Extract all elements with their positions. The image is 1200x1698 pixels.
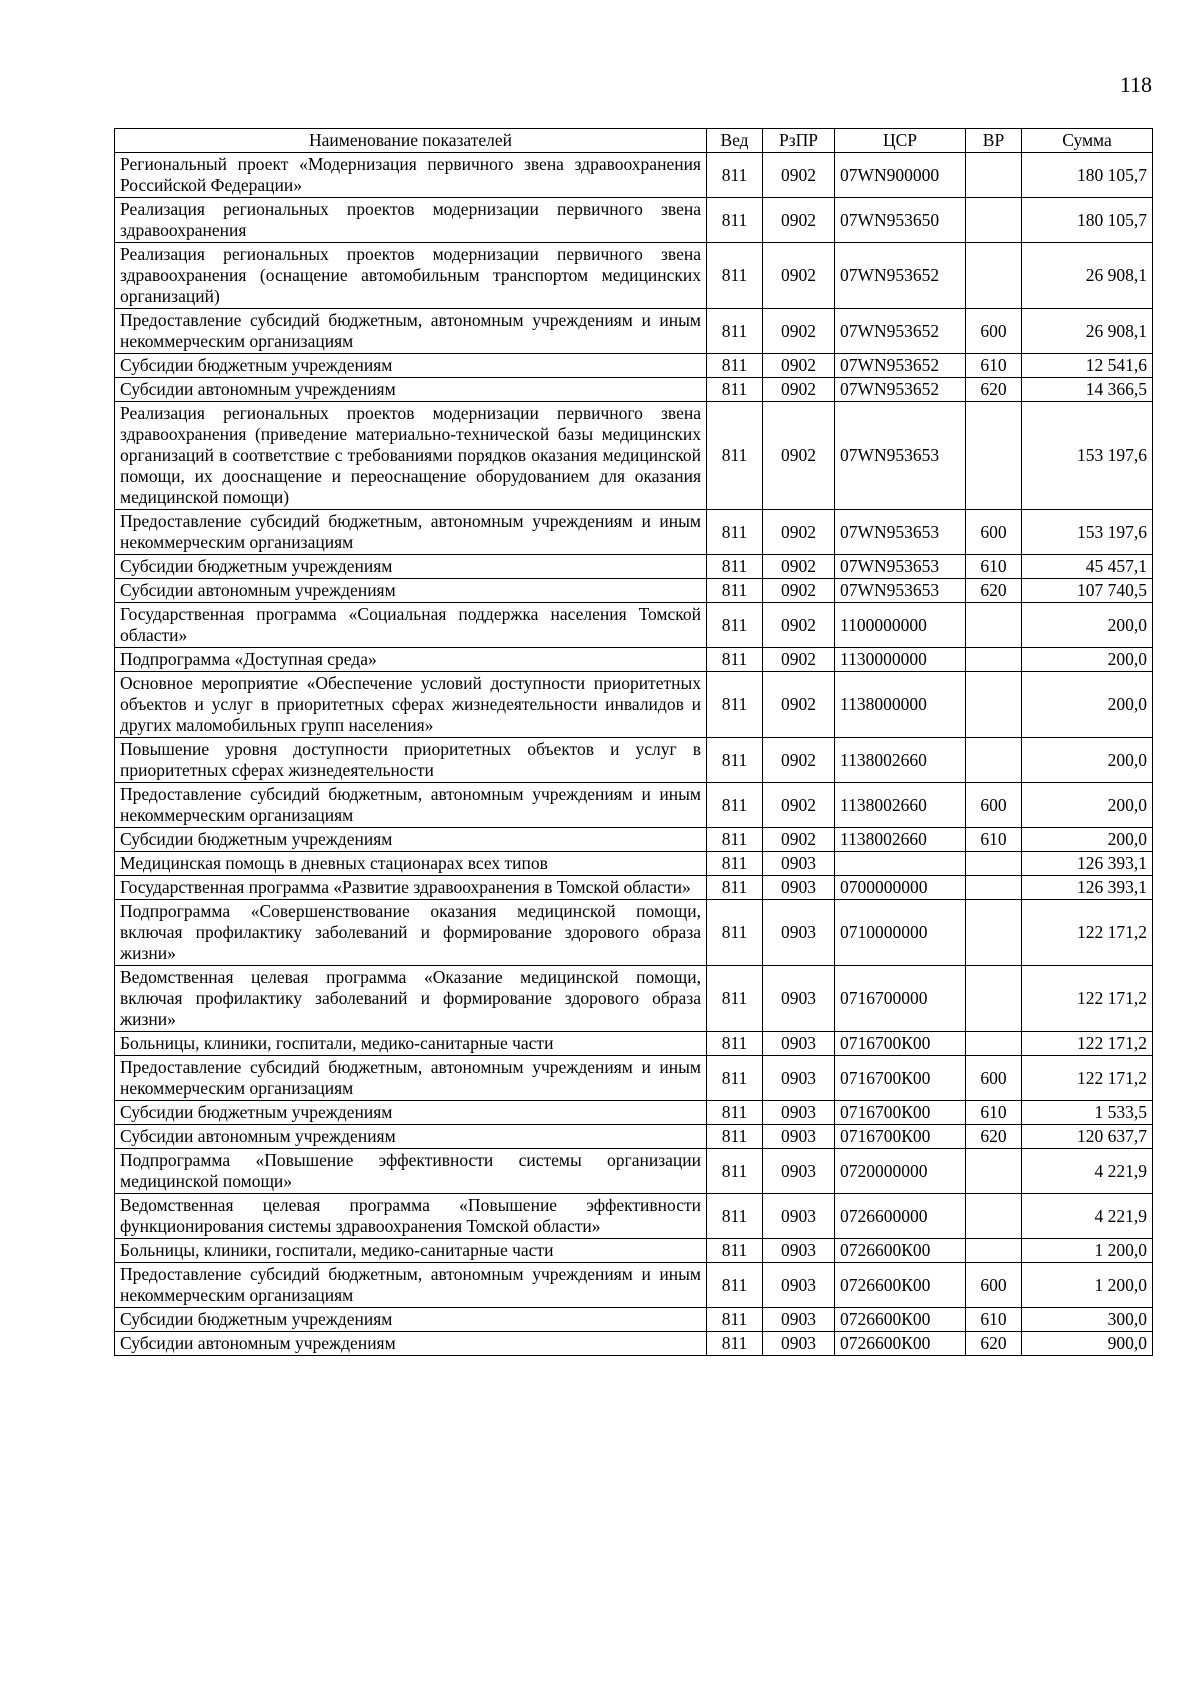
cell-ved: 811 — [707, 603, 763, 648]
cell-name: Предоставление субсидий бюджетным, автономным учреждениям и иным некоммерческим организациям — [115, 510, 707, 555]
cell-name: Региональный проект «Модернизация первичного звена здравоохранения Российской Федерации» — [115, 153, 707, 198]
table-row — [115, 1194, 1153, 1239]
table-row — [115, 1332, 1153, 1356]
cell-name: Подпрограмма «Повышение эффективности системы организации медицинской помощи» — [115, 1149, 707, 1194]
header-row — [115, 129, 1153, 153]
cell-csr: 0726600К00 — [835, 1308, 966, 1332]
table-row — [115, 378, 1153, 402]
cell-ved: 811 — [707, 510, 763, 555]
cell-sum: 12 541,6 — [1022, 354, 1153, 378]
cell-sum: 180 105,7 — [1022, 198, 1153, 243]
cell-name: Субсидии автономным учреждениям — [115, 1332, 707, 1356]
header-ved: Вед — [707, 129, 763, 153]
cell-vr: 620 — [966, 579, 1022, 603]
cell-sum: 200,0 — [1022, 672, 1153, 738]
cell-vr: 600 — [966, 309, 1022, 354]
table-row — [115, 783, 1153, 828]
cell-vr: 600 — [966, 783, 1022, 828]
cell-sum: 180 105,7 — [1022, 153, 1153, 198]
cell-sum: 153 197,6 — [1022, 402, 1153, 510]
cell-rzpr: 0902 — [763, 243, 835, 309]
cell-csr: 07WN900000 — [835, 153, 966, 198]
cell-rzpr: 0902 — [763, 378, 835, 402]
cell-csr: 07WN953653 — [835, 579, 966, 603]
cell-sum: 200,0 — [1022, 828, 1153, 852]
cell-rzpr: 0903 — [763, 1263, 835, 1308]
cell-rzpr: 0903 — [763, 1194, 835, 1239]
cell-sum: 26 908,1 — [1022, 309, 1153, 354]
cell-sum: 126 393,1 — [1022, 876, 1153, 900]
cell-vr — [966, 852, 1022, 876]
cell-sum: 200,0 — [1022, 603, 1153, 648]
cell-ved: 811 — [707, 198, 763, 243]
cell-ved: 811 — [707, 1194, 763, 1239]
cell-ved: 811 — [707, 1125, 763, 1149]
cell-vr: 620 — [966, 1125, 1022, 1149]
header-vr: ВР — [966, 129, 1022, 153]
cell-sum: 122 171,2 — [1022, 1056, 1153, 1101]
cell-csr: 0726600000 — [835, 1194, 966, 1239]
table-row — [115, 309, 1153, 354]
cell-csr: 1138000000 — [835, 672, 966, 738]
cell-name: Субсидии бюджетным учреждениям — [115, 555, 707, 579]
cell-ved: 811 — [707, 648, 763, 672]
cell-sum: 1 200,0 — [1022, 1263, 1153, 1308]
cell-rzpr: 0902 — [763, 648, 835, 672]
cell-csr: 1138002660 — [835, 783, 966, 828]
cell-rzpr: 0902 — [763, 153, 835, 198]
cell-csr: 1138002660 — [835, 828, 966, 852]
cell-ved: 811 — [707, 852, 763, 876]
table-row — [115, 153, 1153, 198]
cell-name: Ведомственная целевая программа «Оказание медицинской помощи, включая профилактику заболеваний и формирование здорового образа жизни» — [115, 966, 707, 1032]
cell-csr: 07WN953652 — [835, 309, 966, 354]
cell-sum: 200,0 — [1022, 648, 1153, 672]
cell-csr: 0726600К00 — [835, 1332, 966, 1356]
cell-rzpr: 0903 — [763, 1149, 835, 1194]
cell-sum: 126 393,1 — [1022, 852, 1153, 876]
cell-vr: 600 — [966, 1056, 1022, 1101]
cell-csr: 0716700К00 — [835, 1056, 966, 1101]
cell-sum: 120 637,7 — [1022, 1125, 1153, 1149]
cell-name: Реализация региональных проектов модернизации первичного звена здравоохранения (приведение материально-технической базы медицинских организаций в соответствие с требованиями порядков оказания медицинской помощи, их дооснащение и переоснащение оборудованием для оказания медицинской помощи) — [115, 402, 707, 510]
cell-ved: 811 — [707, 243, 763, 309]
cell-csr: 1130000000 — [835, 648, 966, 672]
header-sum: Сумма — [1022, 129, 1153, 153]
cell-vr: 610 — [966, 1101, 1022, 1125]
cell-name: Субсидии автономным учреждениям — [115, 579, 707, 603]
table-row — [115, 900, 1153, 966]
table-row — [115, 1125, 1153, 1149]
cell-vr — [966, 672, 1022, 738]
cell-vr: 610 — [966, 354, 1022, 378]
cell-vr — [966, 1239, 1022, 1263]
cell-vr — [966, 876, 1022, 900]
cell-ved: 811 — [707, 876, 763, 900]
cell-name: Субсидии бюджетным учреждениям — [115, 1308, 707, 1332]
cell-ved: 811 — [707, 402, 763, 510]
cell-ved: 811 — [707, 1308, 763, 1332]
table-row — [115, 402, 1153, 510]
cell-name: Предоставление субсидий бюджетным, автономным учреждениям и иным некоммерческим организациям — [115, 1263, 707, 1308]
page-number: 118 — [1119, 72, 1152, 97]
cell-csr: 0710000000 — [835, 900, 966, 966]
table-row — [115, 876, 1153, 900]
cell-csr: 07WN953650 — [835, 198, 966, 243]
cell-sum: 900,0 — [1022, 1332, 1153, 1356]
cell-vr — [966, 402, 1022, 510]
cell-csr: 0716700К00 — [835, 1032, 966, 1056]
cell-vr: 610 — [966, 828, 1022, 852]
cell-csr: 07WN953652 — [835, 354, 966, 378]
cell-csr: 07WN953653 — [835, 555, 966, 579]
cell-ved: 811 — [707, 1056, 763, 1101]
cell-rzpr: 0902 — [763, 198, 835, 243]
cell-csr: 07WN953652 — [835, 378, 966, 402]
table-body — [115, 153, 1153, 1356]
cell-vr — [966, 1032, 1022, 1056]
header-name: Наименование показателей — [115, 129, 707, 153]
cell-vr: 610 — [966, 555, 1022, 579]
cell-name: Больницы, клиники, госпитали, медико-санитарные части — [115, 1239, 707, 1263]
cell-name: Медицинская помощь в дневных стационарах всех типов — [115, 852, 707, 876]
cell-rzpr: 0902 — [763, 672, 835, 738]
cell-name: Основное мероприятие «Обеспечение условий доступности приоритетных объектов и услуг в приоритетных сферах жизнедеятельности инвалидов и других маломобильных групп населения» — [115, 672, 707, 738]
cell-ved: 811 — [707, 900, 763, 966]
cell-rzpr: 0902 — [763, 510, 835, 555]
cell-rzpr: 0902 — [763, 579, 835, 603]
cell-sum: 14 366,5 — [1022, 378, 1153, 402]
table-row — [115, 1263, 1153, 1308]
cell-ved: 811 — [707, 783, 763, 828]
cell-name: Субсидии бюджетным учреждениям — [115, 1101, 707, 1125]
cell-vr: 620 — [966, 1332, 1022, 1356]
cell-csr: 0726600К00 — [835, 1239, 966, 1263]
cell-csr: 0716700000 — [835, 966, 966, 1032]
table-row — [115, 354, 1153, 378]
cell-sum: 107 740,5 — [1022, 579, 1153, 603]
cell-name: Субсидии бюджетным учреждениям — [115, 354, 707, 378]
cell-name: Государственная программа «Социальная поддержка населения Томской области» — [115, 603, 707, 648]
cell-rzpr: 0902 — [763, 555, 835, 579]
cell-rzpr: 0903 — [763, 1308, 835, 1332]
cell-rzpr: 0903 — [763, 1101, 835, 1125]
cell-sum: 122 171,2 — [1022, 900, 1153, 966]
cell-rzpr: 0903 — [763, 852, 835, 876]
table-row — [115, 1149, 1153, 1194]
cell-rzpr: 0902 — [763, 828, 835, 852]
cell-csr: 0720000000 — [835, 1149, 966, 1194]
cell-csr: 0700000000 — [835, 876, 966, 900]
table-row — [115, 198, 1153, 243]
table-row — [115, 555, 1153, 579]
cell-ved: 811 — [707, 153, 763, 198]
cell-sum: 122 171,2 — [1022, 1032, 1153, 1056]
cell-ved: 811 — [707, 672, 763, 738]
cell-csr: 1100000000 — [835, 603, 966, 648]
cell-vr — [966, 153, 1022, 198]
cell-csr: 07WN953652 — [835, 243, 966, 309]
cell-ved: 811 — [707, 1263, 763, 1308]
cell-rzpr: 0902 — [763, 309, 835, 354]
table-row — [115, 1308, 1153, 1332]
cell-rzpr: 0903 — [763, 1332, 835, 1356]
cell-rzpr: 0903 — [763, 1032, 835, 1056]
cell-name: Повышение уровня доступности приоритетных объектов и услуг в приоритетных сферах жизнедеятельности — [115, 738, 707, 783]
table-row — [115, 1239, 1153, 1263]
cell-csr: 1138002660 — [835, 738, 966, 783]
cell-ved: 811 — [707, 354, 763, 378]
cell-rzpr: 0903 — [763, 1125, 835, 1149]
cell-name: Государственная программа «Развитие здравоохранения в Томской области» — [115, 876, 707, 900]
cell-vr — [966, 198, 1022, 243]
cell-vr — [966, 966, 1022, 1032]
table-row — [115, 1032, 1153, 1056]
cell-sum: 200,0 — [1022, 738, 1153, 783]
cell-name: Предоставление субсидий бюджетным, автономным учреждениям и иным некоммерческим организациям — [115, 1056, 707, 1101]
cell-ved: 811 — [707, 828, 763, 852]
cell-rzpr: 0903 — [763, 1056, 835, 1101]
cell-sum: 200,0 — [1022, 783, 1153, 828]
cell-csr: 07WN953653 — [835, 402, 966, 510]
cell-sum: 153 197,6 — [1022, 510, 1153, 555]
table-row — [115, 966, 1153, 1032]
cell-sum: 4 221,9 — [1022, 1149, 1153, 1194]
cell-rzpr: 0903 — [763, 900, 835, 966]
cell-sum: 45 457,1 — [1022, 555, 1153, 579]
cell-rzpr: 0902 — [763, 783, 835, 828]
table-row — [115, 579, 1153, 603]
cell-csr: 0716700К00 — [835, 1101, 966, 1125]
cell-ved: 811 — [707, 1239, 763, 1263]
cell-ved: 811 — [707, 966, 763, 1032]
cell-sum: 4 221,9 — [1022, 1194, 1153, 1239]
cell-rzpr: 0902 — [763, 354, 835, 378]
cell-vr: 600 — [966, 510, 1022, 555]
cell-rzpr: 0903 — [763, 966, 835, 1032]
cell-vr: 610 — [966, 1308, 1022, 1332]
table-row — [115, 1056, 1153, 1101]
cell-sum: 300,0 — [1022, 1308, 1153, 1332]
cell-vr — [966, 648, 1022, 672]
cell-vr — [966, 243, 1022, 309]
header-rzpr: РзПР — [763, 129, 835, 153]
cell-sum: 26 908,1 — [1022, 243, 1153, 309]
cell-vr — [966, 603, 1022, 648]
cell-name: Предоставление субсидий бюджетным, автономным учреждениям и иным некоммерческим организациям — [115, 783, 707, 828]
budget-table — [114, 128, 1153, 1356]
header-csr: ЦСР — [835, 129, 966, 153]
cell-name: Предоставление субсидий бюджетным, автономным учреждениям и иным некоммерческим организациям — [115, 309, 707, 354]
table-row — [115, 672, 1153, 738]
table-row — [115, 510, 1153, 555]
cell-rzpr: 0903 — [763, 876, 835, 900]
cell-vr: 600 — [966, 1263, 1022, 1308]
cell-name: Ведомственная целевая программа «Повышение эффективности функционирования системы здравоохранения Томской области» — [115, 1194, 707, 1239]
cell-vr: 620 — [966, 378, 1022, 402]
cell-ved: 811 — [707, 1101, 763, 1125]
table-row — [115, 243, 1153, 309]
cell-ved: 811 — [707, 555, 763, 579]
cell-csr: 0726600К00 — [835, 1263, 966, 1308]
cell-sum: 1 533,5 — [1022, 1101, 1153, 1125]
cell-csr — [835, 852, 966, 876]
cell-ved: 811 — [707, 1149, 763, 1194]
cell-ved: 811 — [707, 579, 763, 603]
cell-vr — [966, 1194, 1022, 1239]
cell-name: Субсидии автономным учреждениям — [115, 1125, 707, 1149]
table-row — [115, 603, 1153, 648]
cell-name: Субсидии бюджетным учреждениям — [115, 828, 707, 852]
cell-vr — [966, 900, 1022, 966]
cell-ved: 811 — [707, 1032, 763, 1056]
cell-vr — [966, 1149, 1022, 1194]
cell-name: Больницы, клиники, госпитали, медико-санитарные части — [115, 1032, 707, 1056]
cell-name: Субсидии автономным учреждениям — [115, 378, 707, 402]
cell-vr — [966, 738, 1022, 783]
cell-rzpr: 0902 — [763, 738, 835, 783]
cell-name: Реализация региональных проектов модернизации первичного звена здравоохранения (оснащение автомобильным транспортом медицинских организаций) — [115, 243, 707, 309]
table-row — [115, 738, 1153, 783]
cell-name: Подпрограмма «Доступная среда» — [115, 648, 707, 672]
cell-sum: 122 171,2 — [1022, 966, 1153, 1032]
table-row — [115, 1101, 1153, 1125]
cell-rzpr: 0902 — [763, 402, 835, 510]
table-row — [115, 828, 1153, 852]
table-row — [115, 852, 1153, 876]
cell-ved: 811 — [707, 309, 763, 354]
cell-ved: 811 — [707, 378, 763, 402]
cell-name: Подпрограмма «Совершенствование оказания медицинской помощи, включая профилактику заболеваний и формирование здорового образа жизни» — [115, 900, 707, 966]
cell-name: Реализация региональных проектов модернизации первичного звена здравоохранения — [115, 198, 707, 243]
cell-rzpr: 0903 — [763, 1239, 835, 1263]
cell-csr: 07WN953653 — [835, 510, 966, 555]
cell-rzpr: 0902 — [763, 603, 835, 648]
cell-ved: 811 — [707, 1332, 763, 1356]
cell-sum: 1 200,0 — [1022, 1239, 1153, 1263]
cell-csr: 0716700К00 — [835, 1125, 966, 1149]
table-row — [115, 648, 1153, 672]
cell-ved: 811 — [707, 738, 763, 783]
table-header — [115, 129, 1153, 153]
